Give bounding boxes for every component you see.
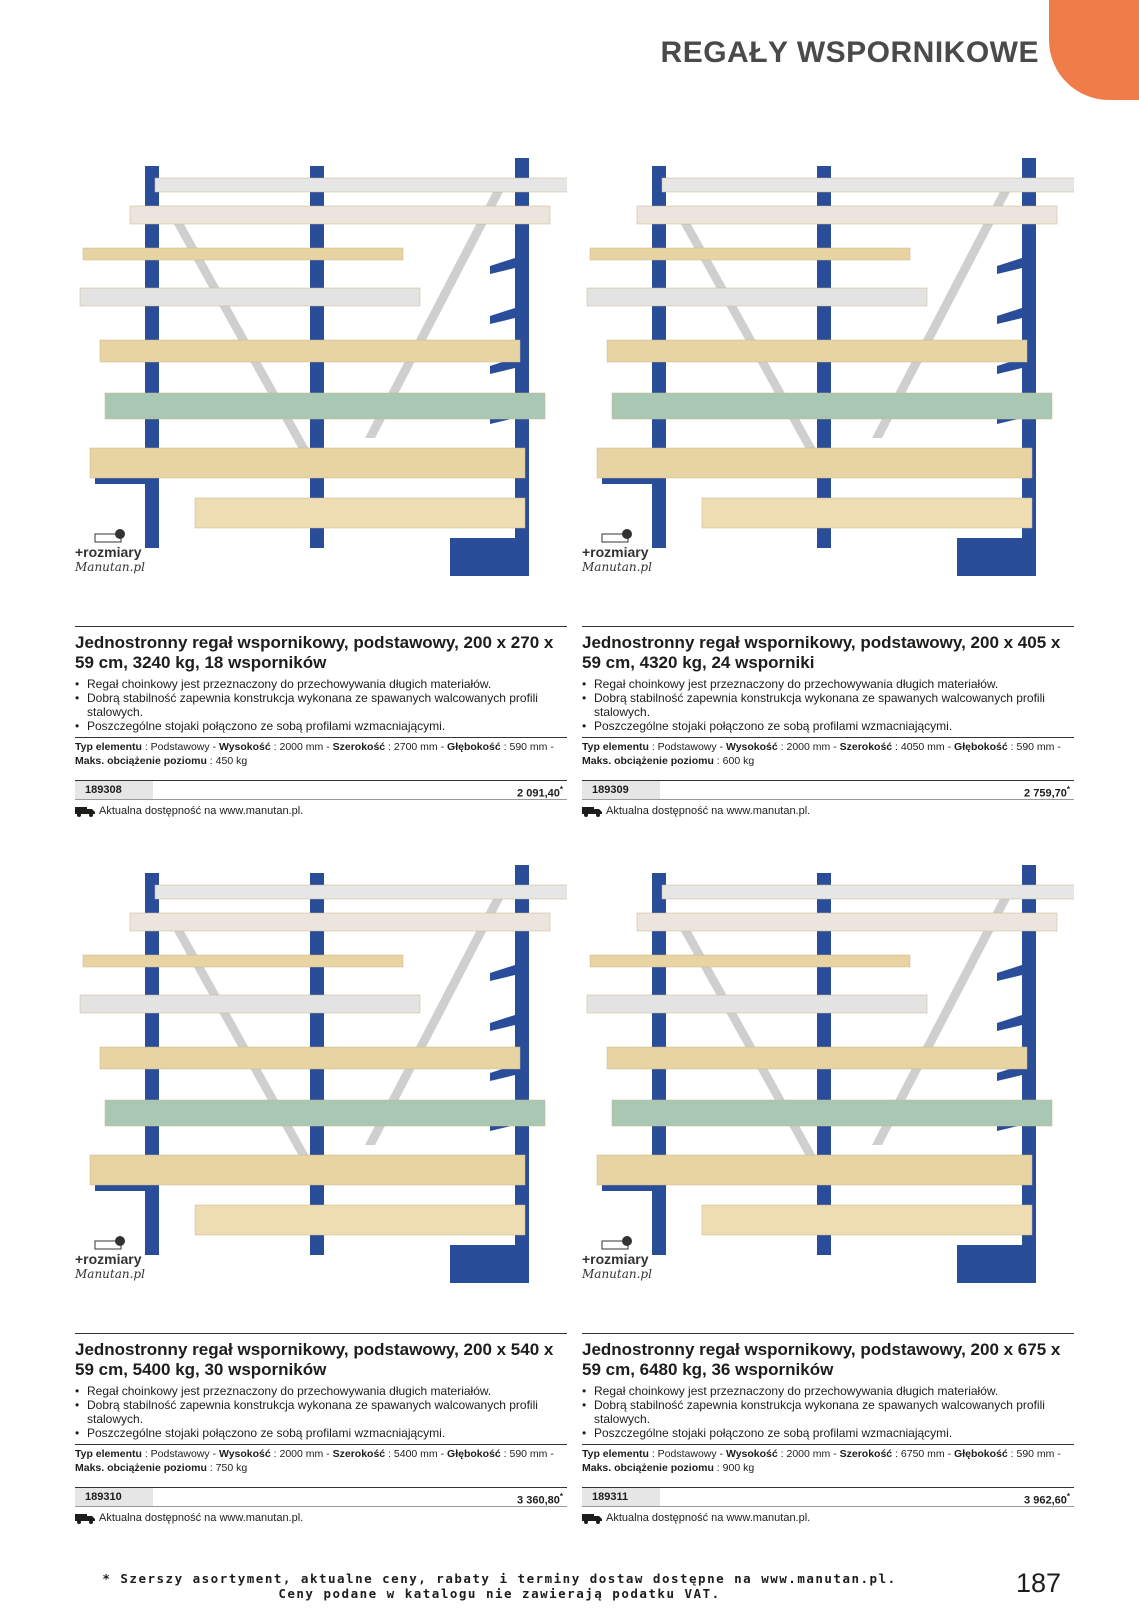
spec-value: 590 mm: [1016, 741, 1055, 753]
spec-value: Podstawowy: [150, 1448, 210, 1460]
feature-item: • Dobrą stabilność zapewnia konstrukcja wykonana ze spawanych walcowanych profili stalowych.: [75, 691, 567, 719]
price-row: [582, 1487, 1074, 1507]
product-info: [75, 626, 567, 819]
spec-label: Wysokość: [725, 1448, 778, 1460]
availability-note[interactable]: [75, 1510, 567, 1526]
price-mark: *: [1066, 1492, 1070, 1501]
spec-label: Maks. obciążenie poziomu: [582, 755, 714, 767]
spec-block: Typ elementu : Podstawowy - Wysokość : 2000 mm - Szerokość : 4050 mm - Głębokość : 590 mm - Maks. obciążenie poziomu : 600 kg: [582, 737, 1074, 768]
spec-value: 590 mm: [1016, 1448, 1055, 1460]
product-title: Jednostronny regał wspornikowy, podstawowy, 200 x 405 x 59 cm, 4320 kg, 24 wsporniki: [582, 633, 1061, 672]
sizes-badge-label: +rozmiary: [75, 544, 142, 560]
product-title: Jednostronny regał wspornikowy, podstawowy, 200 x 675 x 59 cm, 6480 kg, 36 wsporników: [582, 1340, 1061, 1379]
product-info: [582, 626, 1074, 819]
sizes-badge-brand: Manutan.pl: [582, 560, 652, 574]
truck-icon: [582, 806, 602, 817]
price-value: 2 759,70: [1024, 787, 1067, 800]
spec-value: 6750 mm: [900, 1448, 945, 1460]
price-value: 2 091,40: [517, 787, 560, 800]
truck-icon: [582, 1513, 602, 1524]
sizes-badge-brand: Manutan.pl: [75, 1267, 145, 1281]
sizes-badge-label: +rozmiary: [582, 544, 649, 560]
spec-label: Maks. obciążenie poziomu: [75, 1462, 207, 1474]
feature-item: • Poszczególne stojaki połączono ze sobą profilami wzmacniającymi.: [75, 1426, 567, 1440]
product-code[interactable]: 189310: [75, 1488, 153, 1506]
product-info: [75, 1333, 567, 1526]
feature-item: • Regał choinkowy jest przeznaczony do przechowywania długich materiałów.: [582, 677, 1074, 691]
product-price: [1024, 781, 1070, 803]
tape-measure-icon: [600, 528, 634, 544]
price-mark: *: [559, 1492, 563, 1501]
availability-text: Aktualna dostępność na www.manutan.pl.: [99, 1512, 304, 1524]
feature-item: • Poszczególne stojaki połączono ze sobą profilami wzmacniającymi.: [582, 719, 1074, 733]
spec-label: Szerokość: [839, 1448, 893, 1460]
footer-line-2: Ceny podane w katalogu nie zawierają podatku VAT.: [278, 1586, 721, 1601]
price-value: 3 360,80: [517, 1494, 560, 1507]
availability-note[interactable]: [582, 803, 1074, 819]
product-price: [517, 1488, 563, 1510]
feature-item: • Dobrą stabilność zapewnia konstrukcja wykonana ze spawanych walcowanych profili stalowych.: [582, 1398, 1074, 1426]
spec-value: 2000 mm: [786, 1448, 831, 1460]
feature-list: [582, 1384, 1074, 1440]
truck-icon: [75, 1513, 95, 1524]
product-title: Jednostronny regał wspornikowy, podstawowy, 200 x 270 x 59 cm, 3240 kg, 18 wsporników: [75, 633, 554, 672]
spec-value: 590 mm: [509, 1448, 548, 1460]
tape-measure-icon: [600, 1235, 634, 1251]
sizes-badge[interactable]: [582, 528, 660, 588]
spec-label: Typ elementu: [582, 741, 649, 753]
availability-note[interactable]: [582, 1510, 1074, 1526]
spec-value: Podstawowy: [150, 741, 210, 753]
divider: [75, 1333, 567, 1334]
price-value: 3 962,60: [1024, 1494, 1067, 1507]
sizes-badge-brand: Manutan.pl: [582, 1267, 652, 1281]
feature-item: • Regał choinkowy jest przeznaczony do przechowywania długich materiałów.: [582, 1384, 1074, 1398]
sizes-badge[interactable]: [582, 1235, 660, 1295]
page-title: REGAŁY WSPORNIKOWE: [660, 36, 1039, 69]
availability-note[interactable]: [75, 803, 567, 819]
price-row: [582, 780, 1074, 800]
price-row: [75, 780, 567, 800]
corner-tab: [1049, 0, 1139, 100]
sizes-badge-label: +rozmiary: [75, 1251, 142, 1267]
tape-measure-icon: [93, 528, 127, 544]
spec-label: Maks. obciążenie poziomu: [75, 755, 207, 767]
price-mark: *: [559, 785, 563, 794]
spec-value: 750 kg: [215, 1462, 248, 1474]
sizes-badge-brand: Manutan.pl: [75, 560, 145, 574]
sizes-badge[interactable]: [75, 1235, 153, 1295]
spec-value: Podstawowy: [657, 1448, 717, 1460]
spec-block: Typ elementu : Podstawowy - Wysokość : 2000 mm - Szerokość : 2700 mm - Głębokość : 590 mm - Maks. obciążenie poziomu : 450 kg: [75, 737, 567, 768]
footer-note: [0, 1571, 1139, 1601]
spec-label: Głębokość: [447, 741, 501, 753]
product-price: [517, 781, 563, 803]
spec-label: Szerokość: [332, 1448, 386, 1460]
product-title: Jednostronny regał wspornikowy, podstawowy, 200 x 540 x 59 cm, 5400 kg, 30 wsporników: [75, 1340, 554, 1379]
price-mark: *: [1066, 785, 1070, 794]
spec-label: Głębokość: [954, 1448, 1008, 1460]
footer-line-1: * Szerszy asortyment, aktualne ceny, rabaty i terminy dostaw dostępne na www.manutan.pl.: [102, 1571, 897, 1586]
spec-label: Głębokość: [447, 1448, 501, 1460]
divider: [75, 626, 567, 627]
spec-value: 5400 mm: [393, 1448, 438, 1460]
product-code[interactable]: 189308: [75, 781, 153, 799]
feature-item: • Regał choinkowy jest przeznaczony do przechowywania długich materiałów.: [75, 1384, 567, 1398]
spec-label: Maks. obciążenie poziomu: [582, 1462, 714, 1474]
feature-item: • Regał choinkowy jest przeznaczony do przechowywania długich materiałów.: [75, 677, 567, 691]
spec-label: Głębokość: [954, 741, 1008, 753]
availability-text: Aktualna dostępność na www.manutan.pl.: [99, 805, 304, 817]
spec-block: Typ elementu : Podstawowy - Wysokość : 2000 mm - Szerokość : 6750 mm - Głębokość : 590 mm - Maks. obciążenie poziomu : 900 kg: [582, 1444, 1074, 1475]
price-row: [75, 1487, 567, 1507]
spec-value: 2000 mm: [786, 741, 831, 753]
feature-list: [75, 677, 567, 733]
product-code[interactable]: 189309: [582, 781, 660, 799]
spec-label: Typ elementu: [75, 1448, 142, 1460]
sizes-badge-label: +rozmiary: [582, 1251, 649, 1267]
feature-list: [75, 1384, 567, 1440]
spec-label: Wysokość: [218, 741, 271, 753]
spec-value: 4050 mm: [900, 741, 945, 753]
spec-label: Typ elementu: [582, 1448, 649, 1460]
tape-measure-icon: [93, 1235, 127, 1251]
feature-item: • Poszczególne stojaki połączono ze sobą profilami wzmacniającymi.: [582, 1426, 1074, 1440]
spec-value: Podstawowy: [657, 741, 717, 753]
availability-text: Aktualna dostępność na www.manutan.pl.: [606, 805, 811, 817]
feature-list: [582, 677, 1074, 733]
spec-value: 590 mm: [509, 741, 548, 753]
page-number: 187: [1015, 1568, 1061, 1598]
spec-block: Typ elementu : Podstawowy - Wysokość : 2000 mm - Szerokość : 5400 mm - Głębokość : 590 mm - Maks. obciążenie poziomu : 750 kg: [75, 1444, 567, 1475]
sizes-badge[interactable]: [75, 528, 153, 588]
spec-value: 900 kg: [722, 1462, 755, 1474]
spec-value: 2000 mm: [279, 1448, 324, 1460]
spec-value: 450 kg: [215, 755, 248, 767]
spec-value: 2000 mm: [279, 741, 324, 753]
divider: [582, 1333, 1074, 1334]
product-code[interactable]: 189311: [582, 1488, 660, 1506]
spec-label: Szerokość: [332, 741, 386, 753]
product-info: [582, 1333, 1074, 1526]
spec-label: Szerokość: [839, 741, 893, 753]
availability-text: Aktualna dostępność na www.manutan.pl.: [606, 1512, 811, 1524]
spec-value: 2700 mm: [393, 741, 438, 753]
product-price: [1024, 1488, 1070, 1510]
divider: [582, 626, 1074, 627]
spec-label: Wysokość: [218, 1448, 271, 1460]
feature-item: • Dobrą stabilność zapewnia konstrukcja wykonana ze spawanych walcowanych profili stalowych.: [582, 691, 1074, 719]
feature-item: • Poszczególne stojaki połączono ze sobą profilami wzmacniającymi.: [75, 719, 567, 733]
spec-label: Typ elementu: [75, 741, 142, 753]
feature-item: • Dobrą stabilność zapewnia konstrukcja wykonana ze spawanych walcowanych profili stalowych.: [75, 1398, 567, 1426]
spec-value: 600 kg: [722, 755, 755, 767]
spec-label: Wysokość: [725, 741, 778, 753]
truck-icon: [75, 806, 95, 817]
